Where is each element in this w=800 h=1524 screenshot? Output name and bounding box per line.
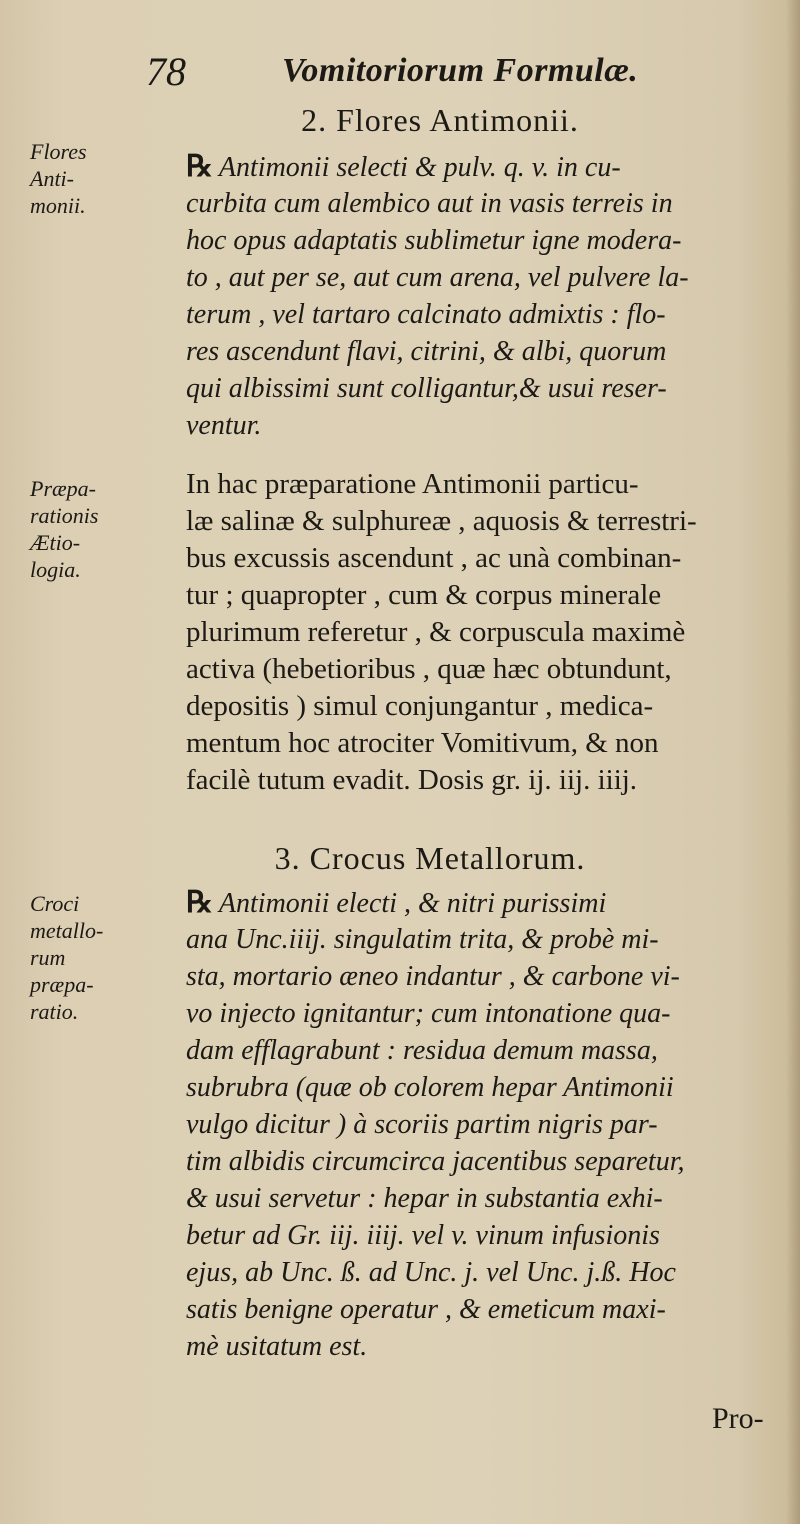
commentary-paragraph: In hac præparatione Antimonii particu- læ salinæ & sulphureæ , aquosis & terrestri- bus excussis ascendunt , ac unà combinan- tur ; quapropter , cum & corpus minerale plurimum referetur , & corpuscula maximè activa (hebetioribus , quæ hæc obtundunt, depositis ) simul conjungantur , medica- mentum hoc atrociter Vomitivum, & non facilè tutum evadit. Dosis gr. ij. iij. iiij. xyxy=(186,468,697,796)
section-title-crocus-metallorum: 3. Crocus Metallorum. xyxy=(274,840,586,876)
margin-note-croci: Croci metallo- rum præpa- ratio. xyxy=(30,891,104,1024)
catchword: Pro- xyxy=(712,1402,764,1435)
margin-note-aetiologia: Præpa- rationis Ætio- logia. xyxy=(30,476,99,582)
margin-note-flores: Flores Anti- monii. xyxy=(30,139,87,218)
recipe-crocus-metallorum: ℞ Antimonii electi , & nitri purissimi ana Unc.iiij. singulatim trita, & probè mi- sta, mortario æneo indantur , & carbone vi- vo injecto ignitantur; cum intonatione qua- dam efflagrabunt : residua demum massa, subrubra (quæ ob colorem hepar Antimonii vulgo dicitur ) à scoriis partim nigris par- tim albidis circumcirca jacentibus separetur, & usui servetur : hepar in substantia exhi- betur ad Gr. iij. iiij. vel v. vinum infusionis ejus, ab Unc. ß. ad Unc. j. vel Unc. j.ß. Hoc satis benigne operatur , & emeticum maxi- mè usitatum est. xyxy=(186,886,685,1362)
rx-symbol: ℞ xyxy=(186,886,213,919)
section-title-flores-antimonii: 2. Flores Antimonii. xyxy=(301,102,579,138)
recipe-flores-antimonii: ℞ Antimonii selecti & pulv. q. v. in cu- curbita cum alembico aut in vasis terreis in hoc opus adaptatis sublimetur igne modera- to , aut per se, aut cum arena, vel pulvere la- terum , vel tartaro calcinato admixtis : flo- res ascendunt flavi, citrini, & albi, quorum qui albissimi sunt colligantur,& usui reser- ventur. xyxy=(186,150,689,441)
page-edge-shadow xyxy=(786,0,800,1524)
running-head: Vomitoriorum Formulæ. xyxy=(282,52,639,89)
page-number: 78 xyxy=(146,49,186,94)
page-header xyxy=(0,46,800,96)
rx-symbol: ℞ xyxy=(186,150,213,183)
